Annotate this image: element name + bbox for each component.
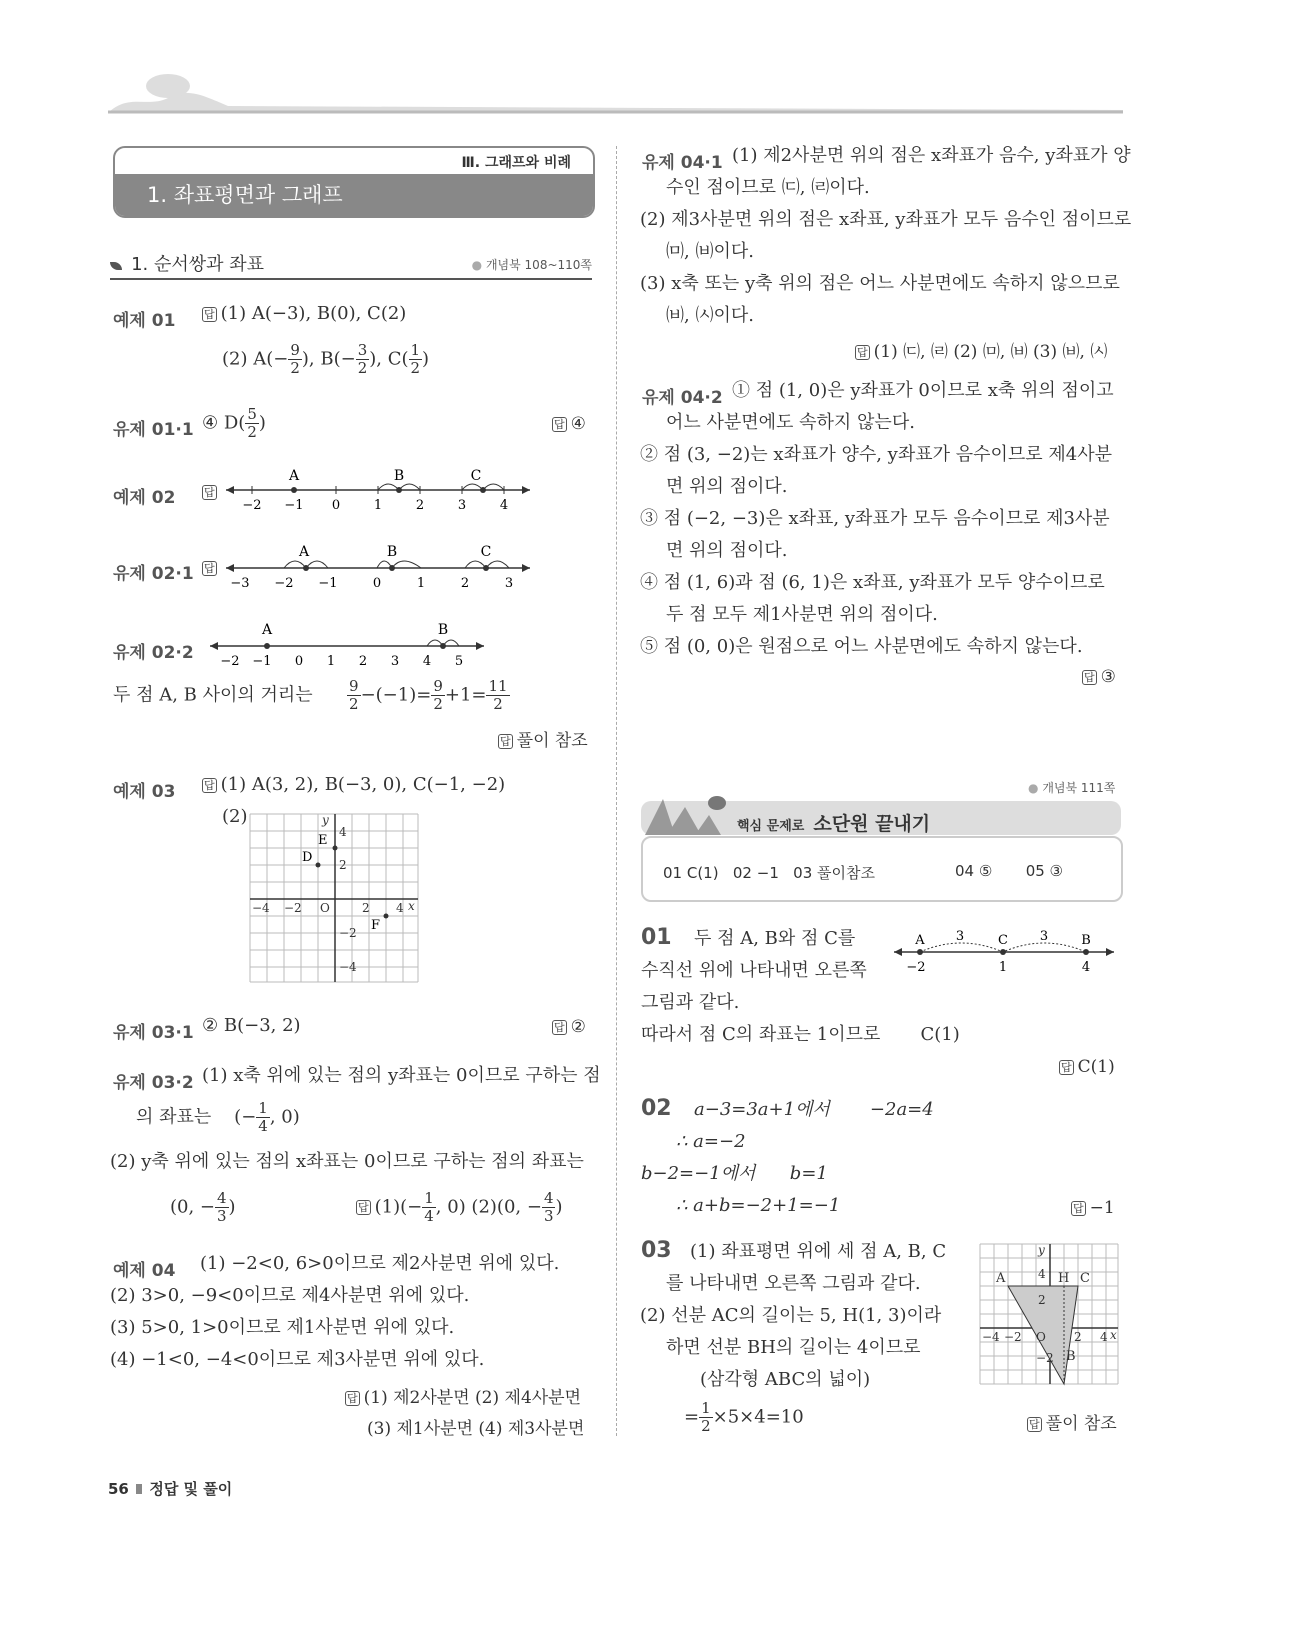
ex03-answer2: (2): [222, 806, 248, 827]
ex04-line4: (4) −1<0, −4<0이므로 제3사분면 위에 있다.: [110, 1349, 485, 1370]
ex04-line1: (1) −2<0, 6>0이므로 제2사분면 위에 있다.: [200, 1253, 560, 1274]
footer-title: 정답 및 풀이: [149, 1480, 233, 1498]
svg-text:3: 3: [955, 929, 965, 944]
svg-text:2: 2: [339, 858, 347, 872]
u032-line1: (1) x축 위에 있는 점의 y좌표는 0이므로 구하는 점: [202, 1065, 601, 1086]
u042-line5: ③ 점 (−2, −3)은 x좌표, y좌표가 모두 음수이므로 제3사분: [640, 508, 1110, 529]
p01-line1: 두 점 A, B와 점 C를: [694, 928, 856, 949]
svg-text:O: O: [320, 901, 330, 915]
u041-line5: (3) x축 또는 y축 위의 점은 어느 사분면에도 속하지 않으므로: [640, 273, 1120, 294]
svg-text:2: 2: [415, 498, 425, 513]
svg-text:O: O: [1036, 1330, 1046, 1344]
chapter-box: [113, 146, 595, 218]
ex04-label: 예제 04: [113, 1261, 176, 1281]
concept-ref: 개념북 108~110쪽: [485, 258, 592, 272]
mountain-bird-icon: [645, 791, 735, 835]
u031-text: ② B(−3, 2): [202, 1015, 301, 1036]
svg-text:−2: −2: [1004, 1330, 1022, 1344]
core-title: 소단원 끝내기: [813, 813, 931, 835]
ex02-label: 예제 02: [113, 488, 176, 508]
svg-text:B: B: [393, 468, 405, 484]
u041-line2: 수인 점이므로 ㈂, ㈃이다.: [666, 177, 870, 198]
ex01-label: 예제 01: [113, 311, 176, 331]
u022-distance: 두 점 A, B 사이의 거리는 $\frac{9}{2}$ −(−1)= $\frac{9}{2}$ +1= $\frac{11}{2}$: [113, 677, 508, 713]
svg-text:−2: −2: [339, 926, 357, 940]
p01-number-line: [890, 926, 1118, 976]
chapter-label: Ⅲ. 그래프와 비례: [461, 155, 571, 171]
svg-text:−2: −2: [906, 960, 926, 975]
svg-text:3: 3: [1039, 929, 1049, 944]
u032-label: 유제 03·2: [113, 1073, 194, 1093]
svg-text:B: B: [1081, 933, 1091, 948]
svg-text:0: 0: [331, 498, 341, 513]
u042-label: 유제 04·2: [642, 388, 723, 408]
p03-line1: (1) 좌표평면 위에 세 점 A, B, C: [690, 1241, 947, 1262]
svg-text:4: 4: [396, 901, 404, 915]
core-answer-box: [641, 836, 1123, 902]
p02-line3: b−2=−1에서 b=1: [641, 1163, 828, 1184]
svg-text:2: 2: [460, 576, 470, 591]
core-prefix: 핵심 문제로: [737, 819, 805, 834]
svg-text:−4: −4: [982, 1330, 1000, 1344]
svg-text:−4: −4: [252, 901, 270, 915]
svg-text:4: 4: [422, 654, 432, 669]
svg-text:−2: −2: [284, 901, 302, 915]
footer: [108, 1478, 232, 1499]
ex03-answer1: 답 (1) A(3, 2), B(−3, 0), C(−1, −2): [204, 774, 506, 795]
svg-text:y: y: [322, 813, 329, 827]
u042-line2: 어느 사분면에도 속하지 않는다.: [666, 412, 915, 433]
ex04-line2: (2) 3>0, −9<0이므로 제4사분면 위에 있다.: [110, 1285, 470, 1306]
svg-text:3: 3: [504, 576, 514, 591]
svg-text:A: A: [261, 622, 273, 638]
svg-text:A: A: [298, 544, 310, 560]
p03-coordinate-plane: [978, 1242, 1120, 1386]
core-answer-3: 03 풀이참조: [793, 864, 875, 882]
u041-answer: 답 (1) ㈂, ㈃ (2) ㈄, ㈅ (3) ㈅, ㈆: [857, 342, 1108, 362]
u011-label: 유제 01·1: [113, 420, 194, 440]
u021-label: 유제 02·1: [113, 564, 194, 584]
svg-text:4: 4: [499, 498, 509, 513]
p03-line5: (삼각형 ABC의 넓이): [700, 1369, 871, 1390]
svg-text:−2: −2: [220, 654, 240, 669]
u031-answer: 답 ②: [554, 1017, 586, 1037]
svg-text:0: 0: [294, 654, 304, 669]
seal-illustration: [146, 74, 190, 98]
p01-line2: 수직선 위에 나타내면 오른쪽: [641, 960, 867, 981]
u041-label: 유제 04·1: [642, 153, 723, 173]
svg-text:2: 2: [358, 654, 368, 669]
u041-line4: ㈄, ㈅이다.: [666, 241, 754, 262]
u042-line6: 면 위의 점이다.: [666, 540, 788, 561]
svg-text:1: 1: [998, 960, 1008, 975]
p01-answer: 답 C(1): [1061, 1057, 1115, 1077]
u042-line3: ② 점 (3, −2)는 x좌표가 양수, y좌표가 음수이므로 제4사분: [640, 444, 1113, 465]
svg-text:C: C: [480, 544, 492, 560]
p01-line3: 그림과 같다.: [641, 992, 740, 1013]
p02-number: 02: [641, 1096, 672, 1121]
svg-text:3: 3: [457, 498, 467, 513]
svg-text:2: 2: [1074, 1330, 1082, 1344]
svg-text:E: E: [318, 833, 328, 848]
u042-line7: ④ 점 (1, 6)과 점 (6, 1)은 x좌표, y좌표가 모두 양수이므로: [640, 572, 1105, 593]
u041-line6: ㈅, ㈆이다.: [666, 305, 754, 326]
svg-text:−1: −1: [252, 654, 272, 669]
u031-label: 유제 03·1: [113, 1023, 194, 1043]
ex04-answer2: (3) 제1사분면 (4) 제3사분면: [367, 1419, 585, 1439]
p01-line4: 따라서 점 C의 좌표는 1이므로 C(1): [641, 1024, 960, 1045]
svg-text:−4: −4: [339, 960, 357, 974]
p02-answer: 답 −1: [1073, 1198, 1115, 1218]
ex02-number-line: [222, 464, 534, 514]
svg-text:A: A: [915, 933, 925, 948]
point-a: [291, 487, 297, 493]
svg-text:0: 0: [372, 576, 382, 591]
svg-text:C: C: [470, 468, 482, 484]
core-answer-4: 04 ⑤: [955, 862, 993, 880]
u021-number-line: [222, 542, 534, 592]
svg-text:x: x: [408, 899, 415, 913]
u042-line9: ⑤ 점 (0, 0)은 원점으로 어느 사분면에도 속하지 않는다.: [640, 636, 1083, 657]
u022-answer: 답 풀이 참조: [500, 731, 588, 751]
svg-text:D: D: [302, 850, 313, 865]
core-answer-1: 01 C(1): [663, 864, 719, 882]
svg-text:1: 1: [416, 576, 426, 591]
core-answer-2: 02 −1: [732, 864, 779, 882]
column-divider: [616, 146, 617, 1436]
concept-ref-right: ● 개념북 111쪽: [1028, 781, 1116, 795]
svg-text:4: 4: [1081, 960, 1091, 975]
u011-text: ④ D( $\frac{5}{2}$ ): [202, 405, 266, 441]
svg-text:A: A: [996, 1271, 1006, 1286]
svg-text:y: y: [1038, 1243, 1045, 1257]
svg-text:−2: −2: [274, 576, 294, 591]
svg-text:−1: −1: [318, 576, 338, 591]
subsection-title: 1. 순서쌍과 좌표 ● 개념북 108~110쪽: [110, 250, 592, 280]
svg-text:1: 1: [326, 654, 336, 669]
svg-text:3: 3: [390, 654, 400, 669]
svg-text:C: C: [998, 933, 1008, 948]
svg-text:−3: −3: [230, 576, 250, 591]
svg-text:4: 4: [1100, 1330, 1108, 1344]
ex03-label: 예제 03: [113, 782, 176, 802]
svg-text:2: 2: [362, 901, 370, 915]
svg-text:5: 5: [454, 654, 464, 669]
u042-line8: 두 점 모두 제1사분면 위의 점이다.: [666, 604, 938, 625]
svg-text:B: B: [1066, 1349, 1076, 1364]
ex03-coordinate-plane: [248, 812, 420, 984]
u041-line1: (1) 제2사분면 위의 점은 x좌표가 음수, y좌표가 양: [732, 145, 1131, 166]
section-title: 1. 좌표평면과 그래프: [115, 174, 593, 216]
u042-line4: 면 위의 점이다.: [666, 476, 788, 497]
u032-answer: 답 (1)(− $\frac{1}{4}$ , 0) (2)(0, − $\frac{4}{3}$ ): [358, 1189, 563, 1225]
u032-line4: (0, − $\frac{4}{3}$ ): [170, 1189, 236, 1225]
u042-answer: 답 ③: [1084, 667, 1116, 687]
svg-text:4: 4: [339, 825, 347, 839]
ex01-answer1: 답 (1) A(−3), B(0), C(2): [204, 303, 407, 324]
svg-text:4: 4: [1038, 1267, 1046, 1281]
p02-line2: ∴ a=−2: [676, 1131, 746, 1152]
p02-line1: a−3=3a+1에서 −2a=4: [694, 1099, 934, 1120]
u022-label: 유제 02·2: [113, 643, 194, 663]
u032-line3: (2) y축 위에 있는 점의 x좌표는 0이므로 구하는 점의 좌표는: [110, 1151, 584, 1172]
p03-line3: (2) 선분 AC의 길이는 5, H(1, 3)이라: [640, 1305, 942, 1326]
svg-text:C: C: [1080, 1271, 1090, 1286]
p01-number: 01: [641, 925, 672, 950]
ex01-answer2: (2) A(− $\frac{9}{2}$ ), B(− $\frac{3}{2}$ ), C( $\frac{1}{2}$ ): [222, 341, 430, 377]
core-banner: [641, 801, 1121, 835]
u022-number-line: [206, 620, 488, 670]
u042-line1: ① 점 (1, 0)은 y좌표가 0이므로 x축 위의 점이고: [732, 380, 1114, 401]
core-answer-5: 05 ③: [1025, 862, 1064, 880]
page-number: 56: [108, 1480, 129, 1498]
p03-line2: 를 나타내면 오른쪽 그림과 같다.: [666, 1273, 921, 1294]
u041-line3: (2) 제3사분면 위의 점은 x좌표, y좌표가 모두 음수인 점이므로: [640, 209, 1132, 230]
p02-line4: ∴ a+b=−2+1=−1: [676, 1195, 841, 1216]
svg-text:A: A: [288, 468, 300, 484]
p03-line4: 하면 선분 BH의 길이는 4이므로: [666, 1337, 921, 1358]
ex04-answer1: 답 (1) 제2사분면 (2) 제4사분면: [347, 1388, 582, 1408]
svg-text:H: H: [1058, 1271, 1070, 1286]
u011-answer: 답 ④: [554, 414, 586, 434]
svg-text:B: B: [437, 622, 449, 638]
svg-text:−1: −1: [284, 498, 304, 513]
svg-text:1: 1: [373, 498, 383, 513]
ex04-line3: (3) 5>0, 1>0이므로 제1사분면 위에 있다.: [110, 1317, 455, 1338]
svg-text:F: F: [371, 918, 381, 933]
svg-text:B: B: [386, 544, 398, 560]
u032-line2: 의 좌표는 (− $\frac{1}{4}$ , 0): [136, 1099, 300, 1135]
top-decoration: [108, 68, 1123, 118]
svg-text:x: x: [1110, 1328, 1117, 1342]
svg-text:2: 2: [1038, 1293, 1046, 1307]
p03-answer: 답 풀이 참조: [1029, 1414, 1117, 1434]
p03-line6: = $\frac{1}{2}$ ×5×4=10: [684, 1399, 804, 1435]
svg-text:−2: −2: [242, 498, 262, 513]
p03-number: 03: [641, 1238, 672, 1263]
svg-text:−2: −2: [1036, 1351, 1054, 1365]
leaf-icon: [110, 262, 122, 270]
